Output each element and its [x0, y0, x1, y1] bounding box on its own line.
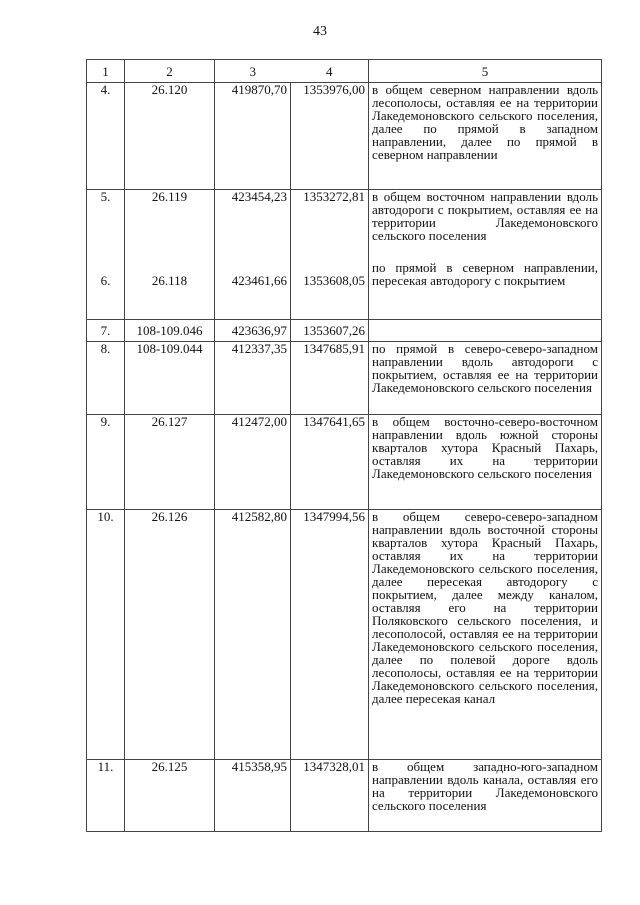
row-number: 4. — [100, 82, 111, 97]
point-id-cell — [125, 760, 215, 832]
boundary-description: по прямой в северо-северо-западном направлении вдоль автодороги с покрытием, оставляя ее на территории Лакедемоновского сельского поселения — [372, 341, 598, 395]
coordinate-x: 423454,23 — [231, 189, 287, 204]
boundary-description-cell — [369, 510, 602, 760]
row-number-cell — [87, 760, 125, 832]
point-id-cell — [125, 415, 215, 510]
header-col-5: 5 — [369, 60, 602, 83]
coordinate-x: 412472,00 — [231, 414, 287, 429]
coordinate-x-cell — [215, 760, 291, 832]
coordinate-x-cell — [215, 510, 291, 760]
table-row — [87, 342, 602, 415]
table-row — [87, 415, 602, 510]
point-id: 26.118 — [151, 273, 188, 288]
coordinate-y-cell — [291, 342, 369, 415]
row-number-cell — [87, 342, 125, 415]
point-id-cell — [125, 190, 215, 320]
table-row — [87, 510, 602, 760]
point-id: 26.120 — [151, 82, 188, 97]
boundary-description-cell — [369, 320, 602, 342]
coordinate-y: 1347685,91 — [303, 341, 365, 356]
coordinate-x-cell — [215, 83, 291, 190]
coordinate-y: 1353608,05 — [303, 273, 365, 288]
boundary-table — [86, 59, 602, 832]
boundary-description: в общем северном направлении вдоль лесополосы, оставляя ее на территории Лакедемоновского сельского поселения, далее по прямой в западном направлении, далее по прямой в северном направлении — [372, 82, 598, 162]
coordinate-x: 415358,95 — [231, 759, 287, 774]
boundary-description: в общем западно-юго-западном направлении вдоль канала, оставляя его на территории Лакедемоновского сельского поселения — [372, 759, 598, 813]
coordinate-x: 423636,97 — [231, 323, 287, 338]
coordinate-y-cell — [291, 415, 369, 510]
coordinate-x-cell — [215, 320, 291, 342]
coordinate-y: 1347328,01 — [303, 759, 365, 774]
coordinate-y-cell — [291, 320, 369, 342]
boundary-description-cell — [369, 190, 602, 320]
coordinate-y: 1347641,65 — [303, 414, 365, 429]
boundary-description: по прямой в северном направлении, пересекая автодорогу с покрытием — [372, 260, 598, 288]
coordinate-y-cell — [291, 510, 369, 760]
row-number-cell — [87, 190, 125, 320]
coordinate-x-cell — [215, 190, 291, 320]
header-col-1: 1 — [87, 60, 125, 83]
coordinate-y: 1353272,81 — [303, 189, 365, 204]
point-id: 26.126 — [151, 509, 188, 524]
boundary-description: в общем восточном направлении вдоль автодороги с покрытием, оставляя ее на территории Лакедемоновского сельского поселения — [372, 189, 598, 243]
coordinate-x: 419870,70 — [231, 82, 287, 97]
coordinate-x-cell — [215, 342, 291, 415]
coordinate-y-cell — [291, 83, 369, 190]
point-id-cell — [125, 342, 215, 415]
row-number: 8. — [100, 341, 111, 356]
coordinate-y-cell — [291, 760, 369, 832]
point-id: 26.127 — [151, 414, 188, 429]
point-id-cell — [125, 510, 215, 760]
row-number: 10. — [97, 509, 114, 524]
coordinate-y: 1353607,26 — [303, 323, 365, 338]
table-row — [87, 83, 602, 190]
table-header-row — [87, 60, 602, 83]
table-row — [87, 320, 602, 342]
coordinate-y: 1347994,56 — [303, 509, 365, 524]
coordinate-x: 412337,35 — [231, 341, 287, 356]
row-number: 5. — [100, 189, 111, 204]
row-number-cell — [87, 320, 125, 342]
point-id: 108-109.044 — [136, 341, 203, 356]
boundary-description-cell — [369, 760, 602, 832]
coordinate-x: 423461,66 — [231, 273, 287, 288]
row-number: 7. — [100, 323, 111, 338]
table-row — [87, 760, 602, 832]
row-number-cell — [87, 510, 125, 760]
boundary-description: в общем восточно-северо-восточном направлении вдоль южной стороны кварталов хутора Красный Пахарь, оставляя их на территории Лакедемоновского сельского поселения — [372, 414, 598, 481]
boundary-description-cell — [369, 342, 602, 415]
point-id: 26.119 — [151, 189, 188, 204]
table-row — [87, 190, 602, 320]
boundary-description-cell — [369, 83, 602, 190]
row-number: 9. — [100, 414, 111, 429]
header-col-3: 3 — [215, 60, 291, 83]
row-number: 6. — [100, 273, 111, 288]
point-id: 26.125 — [151, 759, 188, 774]
coordinate-y: 1353976,00 — [303, 82, 365, 97]
coordinate-y-cell — [291, 190, 369, 320]
point-id: 108-109.046 — [136, 323, 203, 338]
boundary-description-cell — [369, 415, 602, 510]
page-number: 43 — [313, 24, 327, 39]
point-id-cell — [125, 320, 215, 342]
row-number-cell — [87, 415, 125, 510]
row-number: 11. — [97, 759, 114, 774]
header-col-2: 2 — [125, 60, 215, 83]
coordinate-x: 412582,80 — [231, 509, 287, 524]
header-col-4: 4 — [291, 60, 369, 83]
point-id-cell — [125, 83, 215, 190]
row-number-cell — [87, 83, 125, 190]
boundary-description: в общем северо-северо-западном направлении вдоль восточной стороны кварталов хутора Красный Пахарь, оставляя их на территории Лакедемоновского сельского поселения, далее пересекая автодорогу с покрытием, далее между каналом, оставляя его на территории Поляковского сельского поселения, и лесополосой, оставляя ее на территории Лакедемоновского сельского поселения, далее по полевой дороге вдоль лесополосы, оставляя ее на территории Лакедемоновского сельского поселения, далее пересекая канал — [372, 509, 598, 706]
coordinate-x-cell — [215, 415, 291, 510]
